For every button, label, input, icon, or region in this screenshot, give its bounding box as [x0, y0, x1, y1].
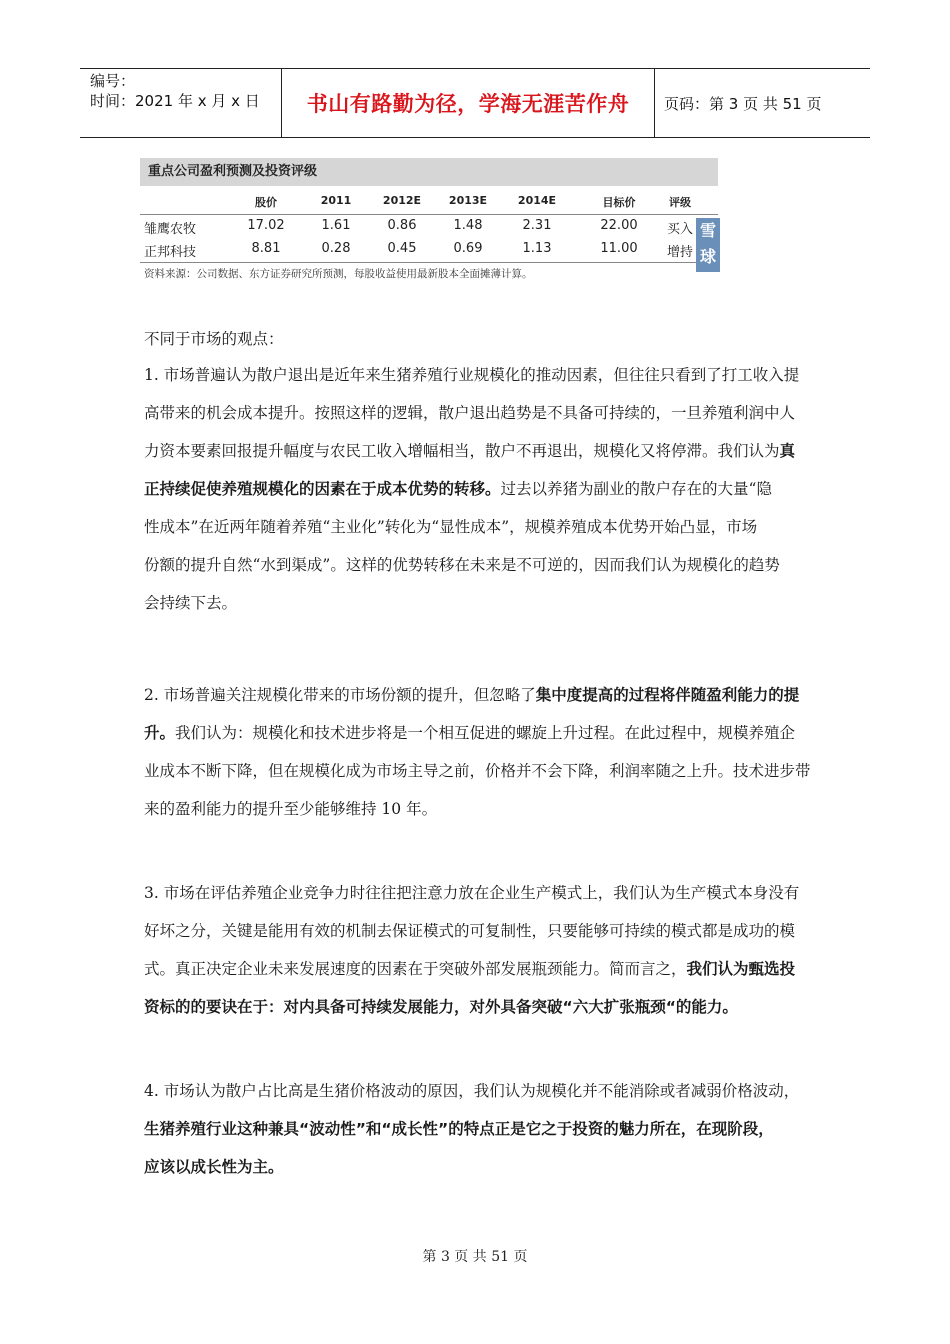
text-line: 4. 市场认为散户占比高是生猪价格波动的原因，我们认为规模化并不能消除或者减弱价格波动，	[144, 1082, 800, 1100]
text-line: 份额的提升自然“水到渠成”。这样的优势转移在未来是不可逆的，因而我们认为规模化的趋势	[144, 556, 780, 574]
text-line: 业成本不断下降，但在规模化成为市场主导之前，价格并不会下降，利润率随之上升。技术进步带	[144, 762, 811, 780]
col-header: 评级	[669, 196, 691, 209]
text-line: 性成本”在近两年随着养殖“主业化”转化为“显性成本”，规模养殖成本优势开始凸显，市场	[144, 518, 758, 536]
text-line: 正持续促使养殖规模化的因素在于成本优势的转移。过去以养猪为副业的散户存在的大量“隐	[144, 480, 772, 498]
text-line: 1. 市场普遍认为散户退出是近年来生猪养殖行业规模化的推动因素，但往往只看到了打工收入提	[144, 366, 800, 384]
date-label: 时间：2021 年 x 月 x 日	[90, 92, 260, 110]
table-cell: 正邦科技	[144, 245, 197, 260]
table-cell: 1.13	[522, 241, 552, 256]
header-page-info: 页码：第 3 页 共 51 页	[664, 94, 822, 113]
text-line: 3. 市场在评估养殖企业竞争力时往往把注意力放在企业生产模式上，我们认为生产模式本身没有	[144, 884, 800, 902]
col-header: 2011	[320, 194, 352, 207]
col-header: 2014E	[517, 194, 557, 207]
table-divider	[140, 262, 718, 263]
text-line: 会持续下去。	[144, 594, 238, 612]
paragraph-2	[144, 676, 810, 828]
col-header: 目标价	[602, 196, 636, 209]
forecast-table	[140, 158, 720, 282]
paragraph-3	[144, 874, 810, 1026]
text-line: 应该以成长性为主。	[144, 1158, 284, 1176]
table-cell: 雏鹰农牧	[144, 222, 197, 237]
paragraph-4	[144, 1072, 810, 1186]
table-cell: 1.48	[453, 218, 483, 233]
text-line: 来的盈利能力的提升至少能够维持 10 年。	[144, 800, 438, 818]
col-header: 股价	[255, 196, 277, 209]
table-cell: 11.00	[600, 241, 638, 256]
document-header	[80, 68, 870, 138]
text-line: 资标的的要诀在于：对内具备可持续发展能力，对外具备突破“六大扩张瓶颈“的能力。	[144, 998, 738, 1016]
text-line: 好坏之分，关键是能用有效的机制去保证模式的可复制性，只要能够可持续的模式都是成功的模	[144, 922, 796, 940]
table-cell: 0.28	[321, 241, 351, 256]
table-title: 重点公司盈利预测及投资评级	[140, 158, 718, 186]
header-motto: 书山有路勤为径，学海无涯苦作舟	[282, 69, 655, 137]
header-meta	[80, 69, 282, 137]
table-row	[140, 218, 718, 240]
table-row	[140, 241, 718, 263]
page-footer: 第 3 页 共 51 页	[422, 1249, 528, 1265]
table-cell: 17.02	[247, 218, 285, 233]
text-line: 式。真正决定企业未来发展速度的因素在于突破外部发展瓶颈能力。简而言之，我们认为甄选投	[144, 960, 796, 978]
text-line: 高带来的机会成本提升。按照这样的逻辑，散户退出趋势是不具备可持续的，一旦养殖利润中人	[144, 404, 796, 422]
col-header: 2012E	[382, 194, 422, 207]
table-cell: 买入	[666, 222, 693, 237]
watermark-char: 球	[699, 247, 716, 266]
text-line: 力资本要素回报提升幅度与农民工收入增幅相当，散户不再退出，规模化又将停滞。我们认为真	[144, 442, 796, 460]
table-cell: 增持	[666, 245, 693, 260]
code-label: 编号：	[90, 72, 136, 90]
table-cell: 22.00	[600, 218, 638, 233]
table-cell: 1.61	[321, 218, 351, 233]
table-cell: 0.45	[387, 241, 417, 256]
text-line: 2. 市场普遍关注规模化带来的市场份额的提升，但忽略了集中度提高的过程将伴随盈利能力的提	[144, 686, 800, 704]
paragraph-1	[144, 356, 810, 622]
section-heading: 不同于市场的观点：	[144, 330, 284, 348]
text-line: 升。我们认为：规模化和技术进步将是一个相互促进的螺旋上升过程。在此过程中，规模养殖企	[144, 724, 796, 742]
watermark-char: 雪	[699, 221, 716, 240]
col-header: 2013E	[448, 194, 488, 207]
table-cell: 0.69	[453, 241, 483, 256]
table-cell: 0.86	[387, 218, 417, 233]
text-line: 生猪养殖行业这种兼具“波动性”和“成长性”的特点正是它之于投资的魅力所在，在现阶段，	[144, 1120, 774, 1138]
table-divider	[140, 214, 718, 215]
table-header-row	[140, 194, 718, 210]
table-cell: 8.81	[251, 241, 281, 256]
table-source: 资料来源：公司数据、东方证券研究所预测，每股收益使用最新股本全面摊薄计算。	[144, 268, 533, 280]
table-cell: 2.31	[522, 218, 552, 233]
xueqiu-watermark	[696, 218, 720, 272]
